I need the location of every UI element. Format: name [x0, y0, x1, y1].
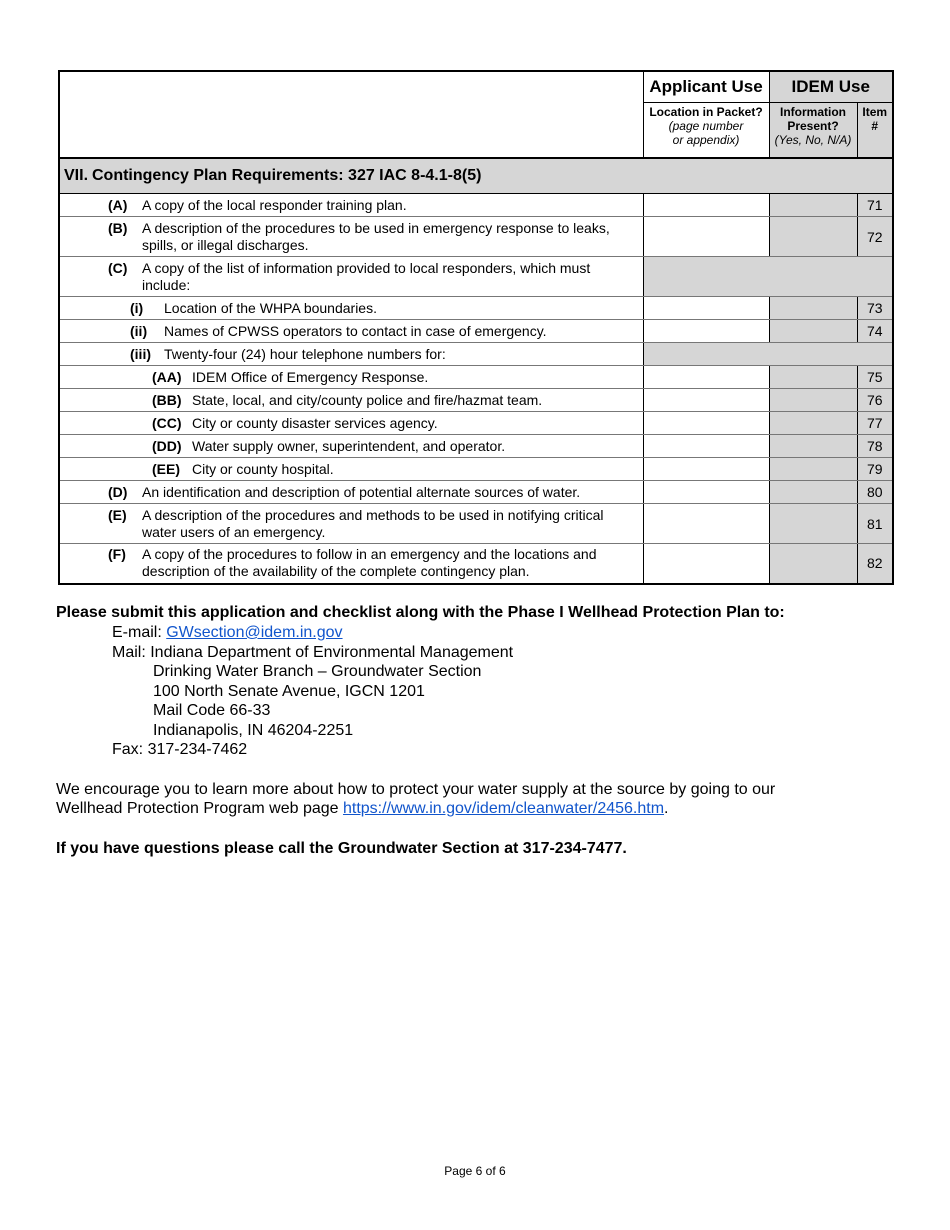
item-number: 75: [857, 366, 893, 389]
requirement-text: A description of the procedures and methods to be used in notifying critical water users of an emergency.: [142, 506, 604, 540]
information-present-field: [769, 320, 857, 343]
page-number: Page 6 of 6: [444, 1164, 506, 1178]
contingency-checklist-table: [58, 70, 894, 585]
section-row: [59, 158, 893, 194]
mail-line: Mail: Indiana Department of Environmental Management: [112, 644, 514, 661]
table-row: [59, 194, 893, 217]
location-in-packet-field[interactable]: [643, 435, 769, 458]
greyed-cell: [643, 343, 893, 366]
table-row: [59, 389, 893, 412]
information-present-field: [769, 412, 857, 435]
information-present-header: Information Present? (Yes, No, N/A): [769, 103, 857, 159]
requirement-text: State, local, and city/county police and fire/hazmat team.: [192, 391, 543, 408]
item-number: 76: [857, 389, 893, 412]
requirement-text: Water supply owner, superintendent, and operator.: [192, 437, 506, 454]
email-link[interactable]: GWsection@idem.in.gov: [166, 624, 343, 641]
table-row: [59, 217, 893, 257]
encourage-line-1: We encourage you to learn more about how to protect your water supply at the source by going to our: [56, 781, 776, 798]
item-number: 72: [857, 217, 893, 257]
item-number-header: Item #: [857, 103, 893, 159]
table-row: [59, 320, 893, 343]
information-present-field: [769, 389, 857, 412]
requirement-cell: (B) A description of the procedures to be used in emergency response to leaks, spills, or illegal discharges.: [59, 217, 643, 257]
mail-address-line: Mail Code 66-33: [153, 702, 271, 719]
item-number: 81: [857, 504, 893, 544]
location-in-packet-field[interactable]: [643, 320, 769, 343]
idem-use-header: IDEM Use: [769, 71, 893, 103]
requirement-text: An identification and description of potential alternate sources of water.: [142, 483, 581, 500]
item-number: 82: [857, 544, 893, 584]
item-number: 71: [857, 194, 893, 217]
location-in-packet-field[interactable]: [643, 217, 769, 257]
item-number: 80: [857, 481, 893, 504]
requirement-cell: (iii) Twenty-four (24) hour telephone numbers for:: [59, 343, 643, 366]
requirement-text: A copy of the local responder training plan.: [142, 196, 407, 213]
requirement-text: IDEM Office of Emergency Response.: [192, 368, 429, 385]
location-in-packet-field[interactable]: [643, 458, 769, 481]
requirement-cell: (EE) City or county hospital.: [59, 458, 643, 481]
requirement-text: Names of CPWSS operators to contact in case of emergency.: [164, 322, 547, 339]
requirement-cell: (AA) IDEM Office of Emergency Response.: [59, 366, 643, 389]
header-group-row: [59, 71, 893, 103]
requirement-text: A copy of the list of information provided to local responders, which must include:: [142, 259, 591, 293]
requirement-cell: (D) An identification and description of potential alternate sources of water.: [59, 481, 643, 504]
information-present-field: [769, 366, 857, 389]
web-page-link[interactable]: https://www.in.gov/idem/cleanwater/2456.htm: [342, 800, 665, 817]
location-in-packet-header: Location in Packet? (page number or appendix): [643, 103, 769, 159]
information-present-field: [769, 194, 857, 217]
requirement-cell: (DD) Water supply owner, superintendent, and operator.: [59, 435, 643, 458]
requirement-text: City or county disaster services agency.: [192, 414, 438, 431]
table-row: [59, 435, 893, 458]
header-blank-cell: [59, 71, 643, 158]
location-in-packet-field[interactable]: [643, 412, 769, 435]
location-in-packet-field[interactable]: [643, 544, 769, 584]
submit-heading: Please submit this application and checklist along with the Phase I Wellhead Protection Plan to:: [56, 604, 785, 621]
fax-line: Fax: 317-234-7462: [112, 741, 248, 758]
requirement-cell: (BB) State, local, and city/county police and fire/hazmat team.: [59, 389, 643, 412]
requirement-cell: (E) A description of the procedures and methods to be used in notifying critical water users of an emergency.: [59, 504, 643, 544]
table-row: [59, 412, 893, 435]
table-row: [59, 458, 893, 481]
requirement-text: City or county hospital.: [192, 460, 334, 477]
table-row: [59, 343, 893, 366]
information-present-field: [769, 435, 857, 458]
item-number: 78: [857, 435, 893, 458]
encourage-line-2: Wellhead Protection Program web page https://www.in.gov/idem/cleanwater/2456.htm.: [56, 800, 669, 817]
table-row: [59, 257, 893, 297]
location-in-packet-field[interactable]: [643, 481, 769, 504]
applicant-use-header: Applicant Use: [643, 71, 769, 103]
table-row: [59, 544, 893, 584]
table-row: [59, 481, 893, 504]
item-number: 74: [857, 320, 893, 343]
location-in-packet-field[interactable]: [643, 389, 769, 412]
information-present-field: [769, 544, 857, 584]
section-title: VII. Contingency Plan Requirements: 327 IAC 8-4.1-8(5): [59, 158, 893, 194]
email-line: E-mail: GWsection@idem.in.gov: [112, 624, 343, 641]
requirement-text: A description of the procedures to be used in emergency response to leaks, spills, or illegal discharges.: [142, 219, 610, 253]
mail-address-line: Indianapolis, IN 46204-2251: [153, 722, 354, 739]
location-in-packet-field[interactable]: [643, 297, 769, 320]
greyed-cell: [643, 257, 893, 297]
table-row: [59, 366, 893, 389]
location-in-packet-field[interactable]: [643, 504, 769, 544]
questions-line: If you have questions please call the Groundwater Section at 317-234-7477.: [56, 840, 627, 857]
location-in-packet-field[interactable]: [643, 194, 769, 217]
requirement-cell: (ii) Names of CPWSS operators to contact in case of emergency.: [59, 320, 643, 343]
item-number: 73: [857, 297, 893, 320]
requirement-text: Location of the WHPA boundaries.: [164, 299, 377, 316]
item-number: 77: [857, 412, 893, 435]
information-present-field: [769, 504, 857, 544]
requirement-cell: (CC) City or county disaster services agency.: [59, 412, 643, 435]
item-number: 79: [857, 458, 893, 481]
requirement-cell: (i) Location of the WHPA boundaries.: [59, 297, 643, 320]
requirement-cell: (F) A copy of the procedures to follow in an emergency and the locations and description of the availability of the complete contingency plan.: [59, 544, 643, 584]
requirement-text: A copy of the procedures to follow in an emergency and the locations and description of the availability of the complete contingency plan.: [142, 546, 597, 580]
requirement-cell: (A) A copy of the local responder training plan.: [59, 194, 643, 217]
information-present-field: [769, 297, 857, 320]
mail-address-line: 100 North Senate Avenue, IGCN 1201: [153, 683, 425, 700]
requirement-text: Twenty-four (24) hour telephone numbers for:: [164, 345, 446, 362]
information-present-field: [769, 481, 857, 504]
table-row: [59, 297, 893, 320]
information-present-field: [769, 458, 857, 481]
information-present-field: [769, 217, 857, 257]
table-row: [59, 504, 893, 544]
mail-address-line: Drinking Water Branch – Groundwater Section: [153, 663, 482, 680]
location-in-packet-field[interactable]: [643, 366, 769, 389]
requirement-cell: (C) A copy of the list of information provided to local responders, which must include:: [59, 257, 643, 297]
